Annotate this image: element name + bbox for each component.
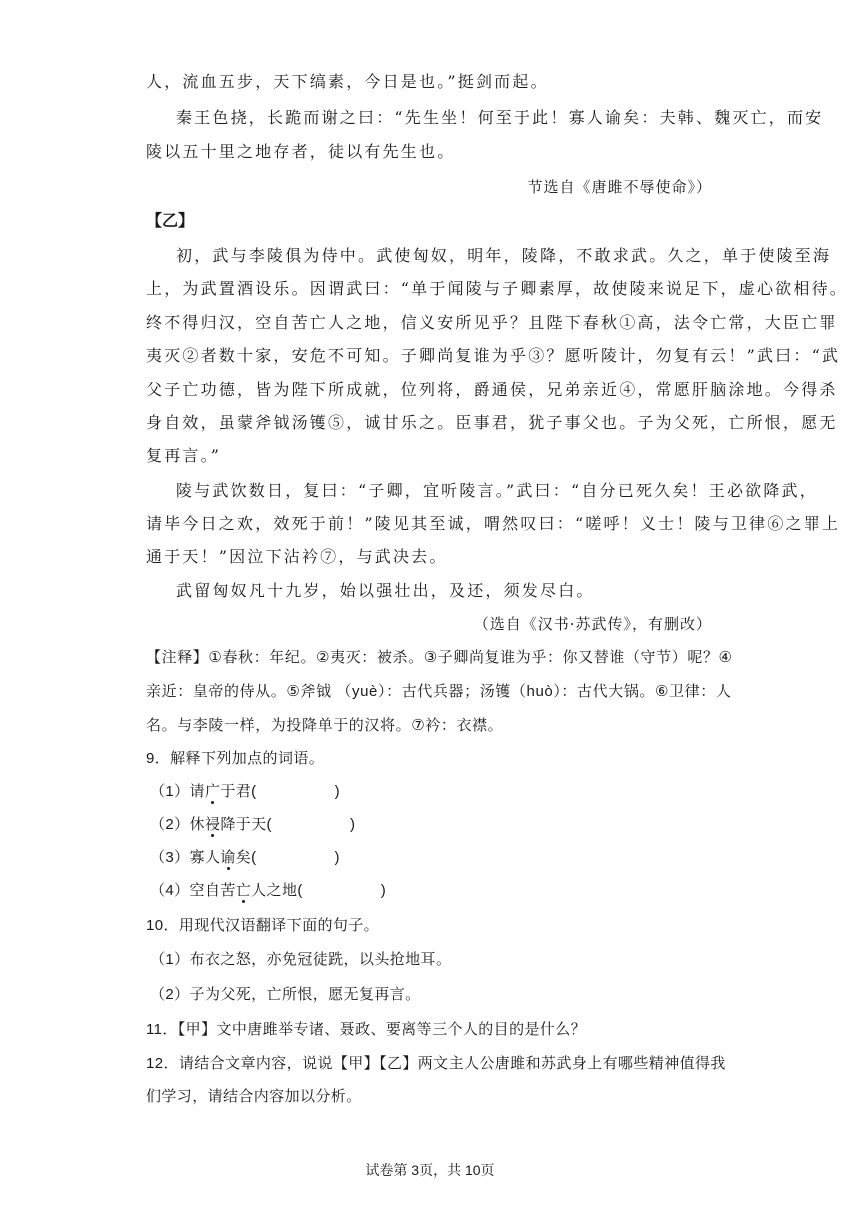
page-footer: 试卷第 3页，共 10页	[365, 1162, 495, 1178]
item-text: 矣(	[235, 849, 257, 866]
jia-source: 节选自《唐雎不辱使命》）	[527, 178, 712, 196]
yi-text-line: 通于天！”因泣下沾衿⑦，与武决去。	[146, 547, 448, 566]
yi-text-line: 初，武与李陵俱为侍中。武使匈奴，明年，陵降，不敢求武。久之，单于使陵至海	[176, 246, 832, 265]
question-9-item	[150, 782, 340, 802]
jia-text-line: 人，流血五步，天下缟素，今日是也。”挺剑而起。	[146, 72, 549, 91]
item-text: （2）休	[150, 816, 205, 833]
yi-text-line: 父子亡功德，皆为陛下所成就，位列将，爵通侯，兄弟亲近④，常愿肝脑涂地。今得杀	[146, 380, 838, 399]
yi-text-line: 身自效，虽蒙斧钺汤镬⑤，诚甘乐之。臣事君，犹子事父也。子为父死，亡所恨，愿无	[146, 413, 838, 432]
annotation-line: 名。与李陵一样，为投降单于的汉将。⑦衿：衣襟。	[146, 717, 504, 734]
yi-text-line: 终不得归汉，空自苦亡人之地，信义安所见乎？且陛下春秋①高，法令亡常，大臣亡罪	[146, 313, 838, 332]
dotted-word: 谕	[220, 849, 236, 866]
jia-text-line: 秦王色挠，长跪而谢之曰：“先生坐！何至于此！寡人谕矣：夫韩、魏灭亡，而安	[176, 108, 824, 127]
item-text: 人之地(	[251, 882, 303, 899]
yi-text-line: 陵与武饮数日，复曰：“子卿，宜听陵言。”武曰：“自分已死久矣！王必欲降武，	[176, 481, 818, 500]
item-text: )	[349, 816, 356, 833]
yi-text-line: 夷灭②者数十家，安危不可知。子卿尚复谁为乎③？愿听陵计，勿复有云！”武曰：“武	[146, 346, 841, 365]
annotation-line: 亲近：皇帝的侍从。⑤斧钺 （yuè）：古代兵器；汤镬（huò）：古代大锅。⑥卫律：人	[146, 683, 732, 700]
dotted-word: 亡	[235, 882, 252, 899]
jia-text-line: 陵以五十里之地存者，徒以有先生也。	[146, 142, 456, 161]
item-text: 降于天(	[220, 816, 272, 833]
yi-text-line: 武留匈奴凡十九岁，始以强壮出，及还，须发尽白。	[176, 581, 595, 600]
yi-text-line: 请毕今日之欢，效死于前！”陵见其至诚，喟然叹曰：“嗟呼！义士！陵与卫律⑥之罪上	[146, 514, 841, 533]
question-9-item	[150, 848, 340, 868]
item-text: （3）寡人	[150, 849, 221, 866]
yi-source: （选自《汉书·苏武传》，有删改）	[473, 615, 712, 633]
yi-text-line: 复再言。”	[146, 446, 222, 465]
question-10-item: （2）子为父死，亡所恨，愿无复再言。	[150, 986, 421, 1003]
item-text: )	[380, 882, 387, 899]
question-9-item	[150, 881, 386, 901]
dotted-word: 广	[204, 783, 221, 800]
question-9-title: 9．解释下列加点的词语。	[146, 750, 325, 767]
item-text: （4）空自苦	[150, 882, 236, 899]
item-text: )	[334, 783, 340, 800]
item-text: )	[334, 849, 340, 866]
item-text: 于君(	[220, 783, 257, 800]
question-12-line: 12．请结合文章内容，说说【甲】【乙】两文主人公唐雎和苏武身上有哪些精神值得我	[146, 1055, 726, 1072]
question-10-item: （1）布衣之怒，亦免冠徒跣，以头抢地耳。	[150, 951, 452, 968]
section-label-yi: 【乙】	[146, 211, 195, 230]
item-text: （1）请	[150, 783, 205, 800]
question-9-item	[150, 815, 355, 835]
annotation-line: 【注释】①春秋：年纪。②夷灭：被杀。③子卿尚复谁为乎：你又替谁（守节）呢？④	[146, 649, 733, 666]
yi-text-line: 上，为武置酒设乐。因谓武曰：“单于闻陵与子卿素厚，故使陵来说足下，虚心欲相待。	[146, 279, 848, 298]
question-10-title: 10．用现代汉语翻译下面的句子。	[146, 917, 380, 934]
question-11: 11．【甲】文中唐雎举专诸、聂政、要离等三个人的目的是什么？	[146, 1021, 587, 1038]
dotted-word: 祲	[204, 816, 221, 833]
question-12-line: 们学习，请结合内容加以分析。	[146, 1088, 362, 1105]
